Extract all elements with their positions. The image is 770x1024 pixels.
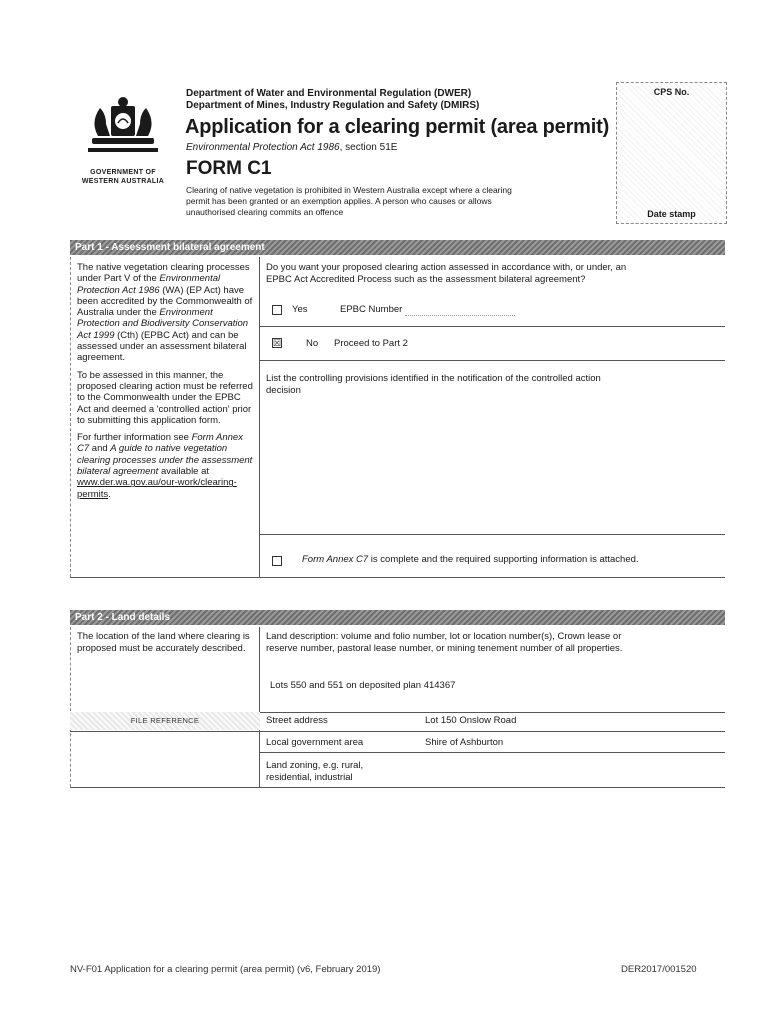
part2-heading: Part 2 - Land details [70,610,725,625]
dept-dwer: Department of Water and Environmental Regulation (DWER) [186,88,472,99]
annex-c7-statement: Form Annex C7 is complete and the required supporting information is attached. [302,554,639,565]
lga-label: Local government area [266,737,364,748]
cps-number-label: CPS No. [653,87,690,97]
epbc-number-field[interactable] [405,315,515,316]
act-reference: Environmental Protection Act 1986, section 51E [186,142,398,153]
form-version-footer: NV-F01 Application for a clearing permit (area permit) (v6, February 2019) [70,964,381,975]
divider [260,326,725,327]
office-use-stamp-box [616,82,727,224]
land-description-label: Land description: volume and folio number, lot or location number(s), Crown lease or reserve number, pastoral lease number, or mining tenement number of all properties. [266,631,623,654]
file-reference-label: FILE REFERENCE [70,712,260,730]
part1-heading: Part 1 - Assessment bilateral agreement [70,240,725,255]
bilateral-question: Do you want your proposed clearing action assessed in accordance with, or under, an EPBC Act Accredited Process such as the assessment bilateral agreement? [266,262,627,285]
proceed-part2-label: Proceed to Part 2 [334,338,408,349]
divider [260,534,725,535]
land-zoning-field[interactable] [420,760,720,782]
annex-c7-checkbox[interactable] [272,556,282,566]
divider [260,731,725,732]
divider [260,360,725,361]
no-label: No [306,338,319,349]
divider [70,787,725,788]
street-address-value[interactable]: Lot 150 Onslow Road [425,715,517,726]
controlling-provisions-field[interactable] [262,400,722,530]
government-label: GOVERNMENT OF WESTERN AUSTRALIA [81,169,165,185]
clearing-permits-link[interactable]: www.der.wa.gov.au/our-work/clearing-permits [77,477,237,500]
land-zoning-label: Land zoning, e.g. rural, residential, industrial [266,760,364,783]
document-reference-footer: DER2017/001520 [621,964,697,975]
land-description-value[interactable]: Lots 550 and 551 on deposited plan 414367 [270,680,456,691]
yes-checkbox[interactable] [272,305,282,315]
department-names [186,88,479,112]
wa-coat-of-arms-logo [78,96,168,156]
controlling-provisions-label: List the controlling provisions identified in the notification of the controlled action decision [266,373,601,396]
page-title: Application for a clearing permit (area permit) [185,116,610,138]
divider [260,712,725,713]
street-address-label: Street address [266,715,328,726]
dept-dmirs: Department of Mines, Industry Regulation and Safety (DMIRS) [186,100,480,111]
yes-label: Yes [292,304,308,315]
epbc-number-label: EPBC Number [340,304,403,315]
date-stamp-label: Date stamp [647,209,696,219]
no-checkbox[interactable]: ☒ [273,338,282,348]
part2-info-column: The location of the land where clearing is proposed must be accurately described. [70,627,260,787]
divider [260,752,725,753]
form-number: FORM C1 [186,158,272,179]
part1-info-column: The native vegetation clearing processes under Part V of the Environmental Protection Act 1986 (WA) (EP Act) have been accredited by the Commonwealth of Australia under the Environment Protection and Biodiversity Conservation Act 1999 (Cth) (EPBC Act) and can be assessed under an assessment bilateral agreement. To be assessed in this manner, the proposed clearing action must be referred to the Commonwealth under the EPBC Act and deemed a 'controlled action' prior to submitting this application form. For further information see Form Annex C7 and A guide to native vegetation clearing processes under the assessment bilateral agreement available at www.der.wa.gov.au/our-work/clearing-permits. [70,257,260,577]
divider [70,731,260,732]
lga-value[interactable]: Shire of Ashburton [425,737,504,748]
clearing-notice: Clearing of native vegetation is prohibited in Western Australia except where a clearing permit has been granted or an exemption applies. A person who causes or allows unauthorised clearing commits an offence [186,185,512,217]
